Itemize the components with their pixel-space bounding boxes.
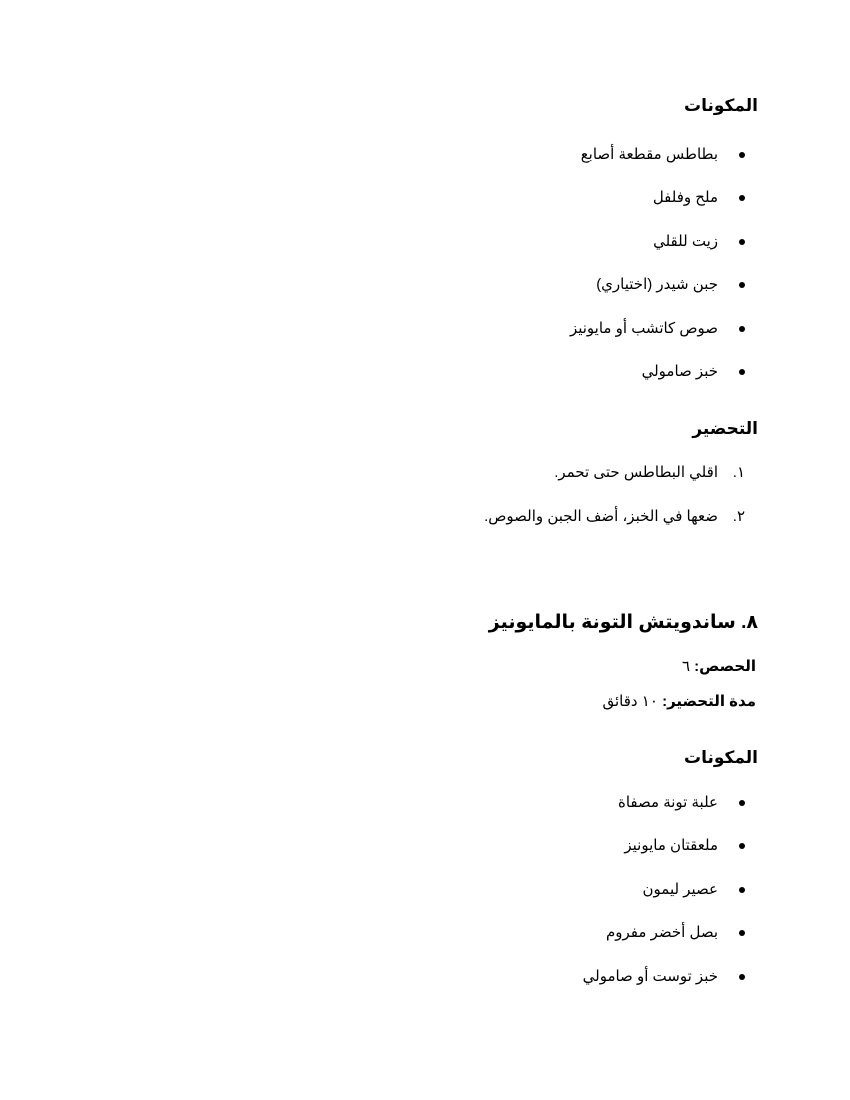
servings-label: الحصص:	[694, 658, 756, 675]
prep-time-label: مدة التحضير:	[662, 693, 756, 710]
prep-time-line	[603, 692, 757, 710]
step-text: اقلي البطاطس حتى تحمر.	[554, 464, 718, 481]
bullet-icon	[739, 974, 745, 980]
list-item: صوص كاتشب أو مايونيز	[570, 321, 745, 364]
bullet-icon	[739, 152, 745, 158]
ingredients-heading: المكونات	[683, 748, 758, 767]
list-item: جبن شيدر (اختياري)	[570, 277, 745, 320]
step-item	[484, 509, 745, 553]
prep-time-value: ١٠ دقائق	[602, 693, 658, 710]
list-item: خبز صامولي	[570, 364, 745, 407]
list-item: عصير ليمون	[583, 882, 745, 925]
bullet-icon	[739, 326, 745, 332]
bullet-icon	[739, 282, 745, 288]
list-item: بصل أخضر مفروم	[583, 925, 745, 968]
list-item: ملعقتان مايونيز	[583, 838, 745, 881]
preparation-steps	[484, 465, 745, 553]
bullet-icon	[739, 195, 745, 201]
list-item: بطاطس مقطعة أصابع	[570, 147, 745, 190]
servings-value: ٦	[681, 658, 690, 675]
bullet-icon	[739, 843, 745, 849]
step-number: ١.	[732, 464, 745, 481]
ingredients-list	[583, 795, 745, 1012]
list-item: زيت للقلي	[570, 234, 745, 277]
bullet-icon	[739, 800, 745, 806]
step-text: ضعها في الخبز، أضف الجبن والصوص.	[484, 508, 718, 525]
ingredients-list	[570, 147, 745, 407]
list-item: علبة تونة مصفاة	[583, 795, 745, 838]
bullet-icon	[739, 369, 745, 375]
ingredients-heading: المكونات	[683, 96, 758, 115]
bullet-icon	[739, 239, 745, 245]
servings-line	[682, 657, 756, 675]
recipe-title: ٨. ساندويتش التونة بالمايونيز	[488, 612, 758, 633]
list-item: ملح وفلفل	[570, 190, 745, 233]
step-item	[484, 465, 745, 509]
preparation-heading: التحضير	[692, 419, 758, 438]
step-number: ٢.	[732, 508, 745, 525]
bullet-icon	[739, 930, 745, 936]
list-item: خبز توست أو صامولي	[583, 969, 745, 1012]
bullet-icon	[739, 887, 745, 893]
